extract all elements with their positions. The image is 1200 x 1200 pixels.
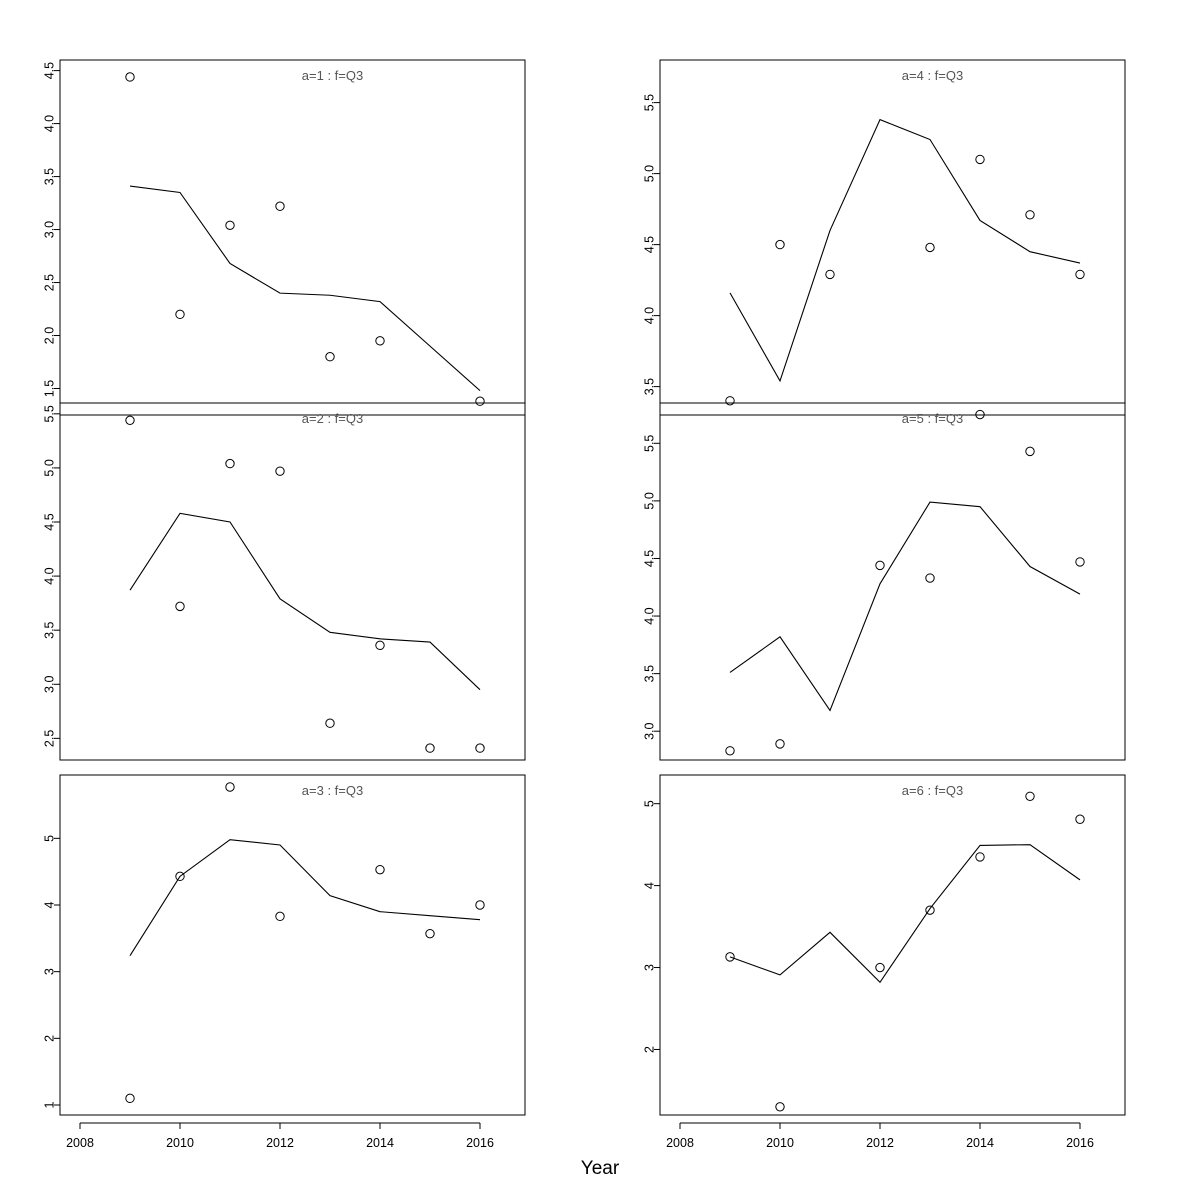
svg-text:1: 1	[42, 1101, 57, 1109]
panel-a5-plot	[600, 395, 1200, 765]
data-point	[1026, 792, 1034, 800]
data-point	[926, 243, 934, 251]
data-point	[226, 459, 234, 467]
data-point	[276, 467, 284, 475]
data-point	[1026, 447, 1034, 455]
svg-text:4: 4	[42, 901, 57, 909]
svg-text:2014: 2014	[966, 1136, 994, 1150]
data-point	[376, 865, 384, 873]
svg-text:5.5: 5.5	[42, 405, 57, 423]
plot-frame	[660, 775, 1125, 1115]
data-point	[226, 221, 234, 229]
panel-a3-plot	[0, 750, 600, 1150]
svg-text:3: 3	[42, 968, 57, 976]
plot-frame	[60, 403, 525, 760]
plot-frame	[660, 403, 1125, 760]
panel-a6-plot	[600, 750, 1200, 1150]
svg-text:2012: 2012	[266, 1136, 294, 1150]
svg-text:3.0: 3.0	[42, 220, 57, 239]
svg-text:2010: 2010	[766, 1136, 794, 1150]
panel-a6	[600, 750, 1200, 1150]
svg-text:4.0: 4.0	[642, 306, 657, 325]
panel-a2	[0, 395, 600, 765]
data-point	[876, 963, 884, 971]
svg-text:4.0: 4.0	[642, 607, 657, 625]
data-point	[176, 310, 184, 318]
svg-text:2.5: 2.5	[42, 273, 57, 292]
data-point	[926, 574, 934, 582]
data-point	[1076, 558, 1084, 566]
data-point	[1076, 815, 1084, 823]
svg-text:3.0: 3.0	[42, 675, 57, 693]
data-point	[326, 719, 334, 727]
svg-text:2: 2	[642, 1045, 657, 1053]
svg-text:2.0: 2.0	[42, 326, 57, 345]
data-point	[376, 337, 384, 345]
data-point	[276, 912, 284, 920]
svg-text:2.5: 2.5	[42, 729, 57, 748]
data-point	[1076, 270, 1084, 278]
panel-title: a=6 : f=Q3	[901, 783, 964, 798]
panel-title: a=3 : f=Q3	[301, 783, 364, 798]
data-point	[476, 901, 484, 909]
data-point	[976, 155, 984, 163]
data-point	[826, 270, 834, 278]
svg-text:2012: 2012	[866, 1136, 894, 1150]
data-point	[426, 929, 434, 937]
panel-a4	[600, 30, 1200, 420]
svg-text:2014: 2014	[366, 1136, 394, 1150]
data-point	[776, 740, 784, 748]
plot-frame	[60, 60, 525, 415]
svg-text:2008: 2008	[66, 1136, 94, 1150]
svg-text:1.5: 1.5	[42, 379, 57, 398]
svg-text:4: 4	[642, 882, 657, 890]
panel-a4-plot	[600, 30, 1200, 420]
svg-text:2010: 2010	[166, 1136, 194, 1150]
svg-text:4.5: 4.5	[42, 61, 57, 80]
svg-text:4.0: 4.0	[42, 114, 57, 133]
data-point	[976, 410, 984, 418]
data-point	[126, 73, 134, 81]
fitted-line	[130, 513, 480, 689]
data-point	[276, 202, 284, 210]
panel-a1-plot	[0, 30, 600, 423]
svg-text:5.5: 5.5	[642, 434, 657, 453]
data-point	[126, 1094, 134, 1102]
fitted-line	[730, 845, 1080, 983]
plot-frame	[60, 775, 525, 1115]
data-point	[976, 853, 984, 861]
panel-a3	[0, 750, 600, 1150]
svg-text:5.0: 5.0	[42, 459, 57, 477]
svg-text:2008: 2008	[666, 1136, 694, 1150]
svg-text:5.5: 5.5	[642, 93, 657, 112]
svg-text:2016: 2016	[466, 1136, 494, 1150]
data-point	[326, 353, 334, 361]
fitted-line	[130, 840, 480, 956]
data-point	[376, 641, 384, 649]
svg-text:3.5: 3.5	[642, 664, 657, 683]
fitted-line	[130, 186, 480, 391]
panel-title: a=2 : f=Q3	[301, 411, 364, 426]
svg-text:4.0: 4.0	[42, 567, 57, 585]
data-point	[926, 906, 934, 914]
svg-text:5.0: 5.0	[642, 492, 657, 510]
svg-text:3.0: 3.0	[642, 722, 657, 740]
panel-title: a=4 : f=Q3	[901, 68, 964, 83]
data-point	[776, 240, 784, 248]
plot-frame	[660, 60, 1125, 415]
fitted-line	[730, 120, 1080, 381]
svg-text:2: 2	[42, 1034, 57, 1042]
svg-text:2016: 2016	[1066, 1136, 1094, 1150]
panel-title: a=5 : f=Q3	[901, 411, 964, 426]
svg-text:3.5: 3.5	[42, 621, 57, 639]
panel-a1	[0, 30, 600, 423]
svg-text:4.5: 4.5	[642, 235, 657, 254]
svg-text:3: 3	[642, 964, 657, 972]
data-point	[126, 416, 134, 424]
data-point	[876, 561, 884, 569]
data-point	[1026, 211, 1034, 219]
data-point	[176, 602, 184, 610]
svg-text:3.5: 3.5	[42, 167, 57, 186]
data-point	[776, 1103, 784, 1111]
svg-text:5.0: 5.0	[642, 164, 657, 183]
panel-title: a=1 : f=Q3	[301, 68, 364, 83]
data-point	[226, 783, 234, 791]
svg-text:5: 5	[42, 834, 57, 842]
svg-text:4.5: 4.5	[642, 549, 657, 568]
panel-a2-plot	[0, 395, 600, 765]
x-axis-label: Year	[580, 1158, 620, 1179]
svg-text:5: 5	[642, 800, 657, 808]
panel-a5	[600, 395, 1200, 765]
svg-text:4.5: 4.5	[42, 513, 57, 531]
fitted-line	[730, 502, 1080, 710]
svg-text:3.5: 3.5	[642, 377, 657, 396]
